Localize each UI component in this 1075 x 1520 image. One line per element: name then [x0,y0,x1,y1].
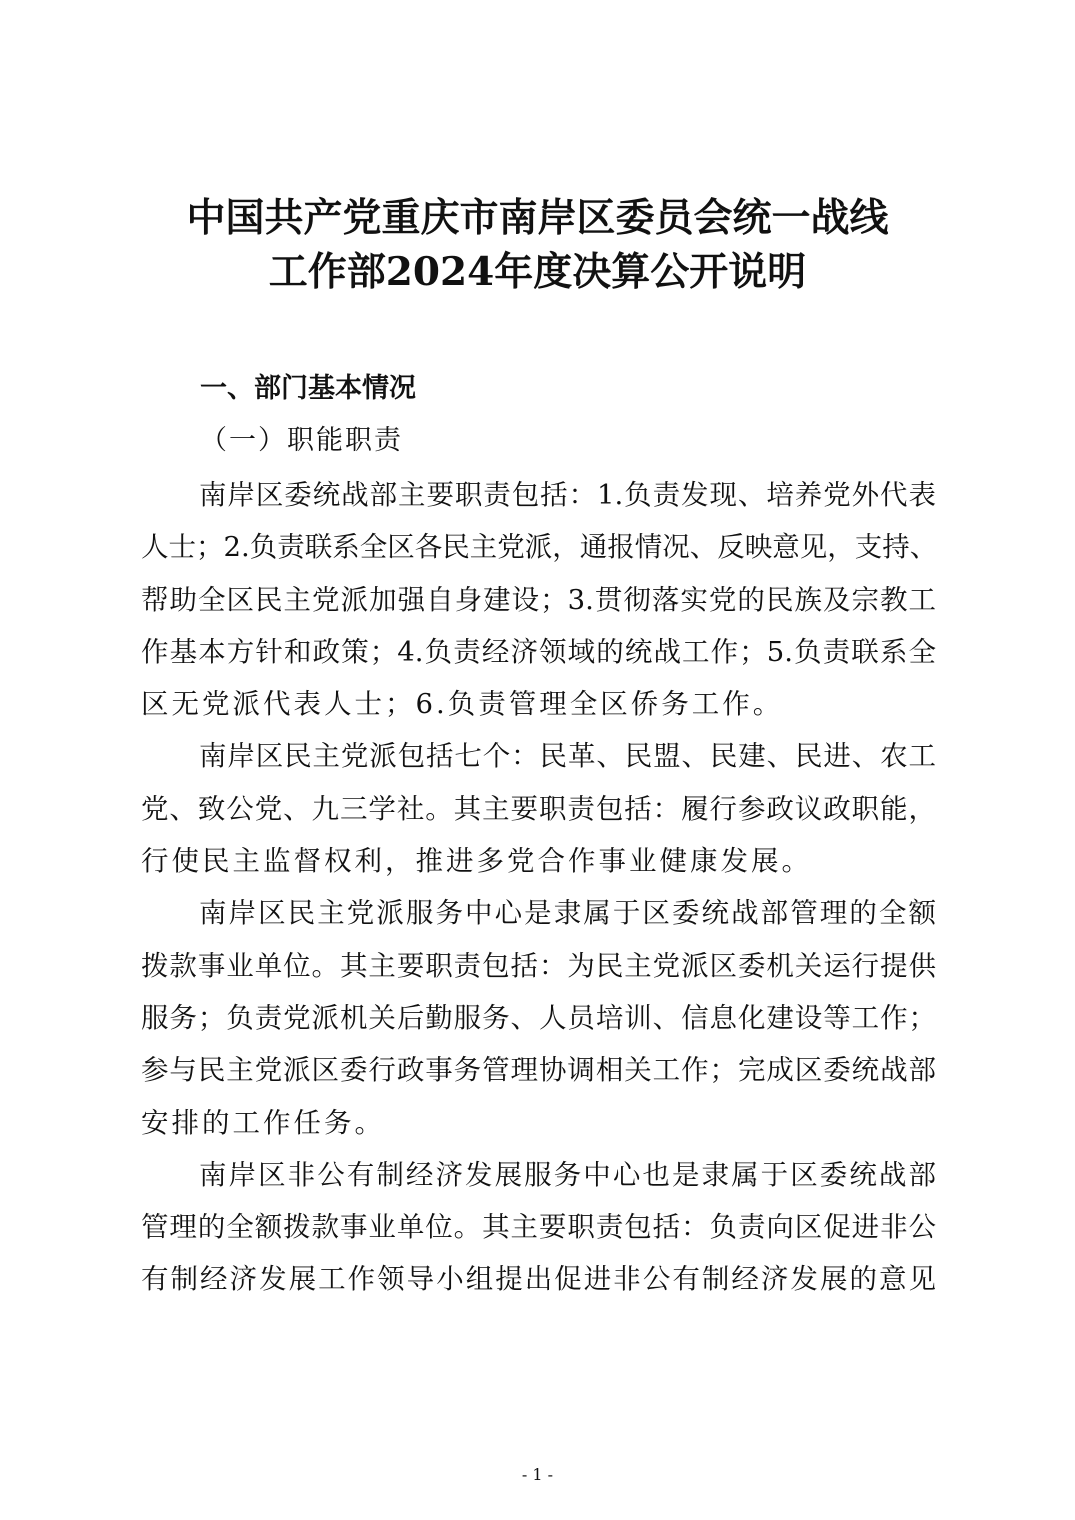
text-line: 南岸区委统战部主要职责包括：1.负责发现、培养党外代表 [199,479,936,511]
text-line: 行使民主监督权利，推进多党合作事业健康发展。 [141,845,812,878]
title-line-1: 中国共产党重庆市南岸区委员会统一战线 [186,195,889,241]
text-line: 区无党派代表人士；6.负责管理全区侨务工作。 [141,688,784,721]
text-line: 参与民主党派区委行政事务管理协调相关工作；完成区委统战部 [141,1054,936,1087]
text-line: 南岸区非公有制经济发展服务中心也是隶属于区委统战部 [199,1158,936,1191]
page-number: - 1 - [521,1465,554,1484]
paragraph-1 [141,469,936,730]
text-line: 有制经济发展工作领导小组提出促进非公有制经济发展的意见 [141,1263,936,1296]
title-line-2: 工作部2024年度决算公开说明 [268,249,807,295]
text-line: 作基本方针和政策；4.负责经济领域的统战工作；5.负责联系全 [141,635,936,668]
text-line: 拨款事业单位。其主要职责包括：为民主党派区委机关运行提供 [141,949,936,982]
body-text [141,469,936,1306]
text-line: 南岸区民主党派包括七个：民革、民盟、民建、民进、农工 [199,740,936,773]
paragraph-2 [141,730,936,887]
text-line: 南岸区民主党派服务中心是隶属于区委统战部管理的全额 [199,897,936,930]
text-line: 安排的工作任务。 [141,1106,385,1139]
paragraph-4 [141,1149,936,1306]
subsection-heading: （一）职能职责 [200,425,403,456]
paragraph-3 [141,887,936,1148]
document-title [0,191,1075,299]
text-line: 党、致公党、九三学社。其主要职责包括：履行参政议政职能， [141,792,936,825]
text-line: 服务；负责党派机关后勤服务、人员培训、信息化建设等工作； [141,1001,936,1034]
section-heading: 一、部门基本情况 [200,373,416,404]
text-line: 人士；2.负责联系全区各民主党派，通报情况、反映意见，支持、 [141,531,938,564]
text-line: 管理的全额拨款事业单位。其主要职责包括：负责向区促进非公 [141,1211,936,1244]
text-line: 帮助全区民主党派加强自身建设；3.贯彻落实党的民族及宗教工 [141,583,936,616]
